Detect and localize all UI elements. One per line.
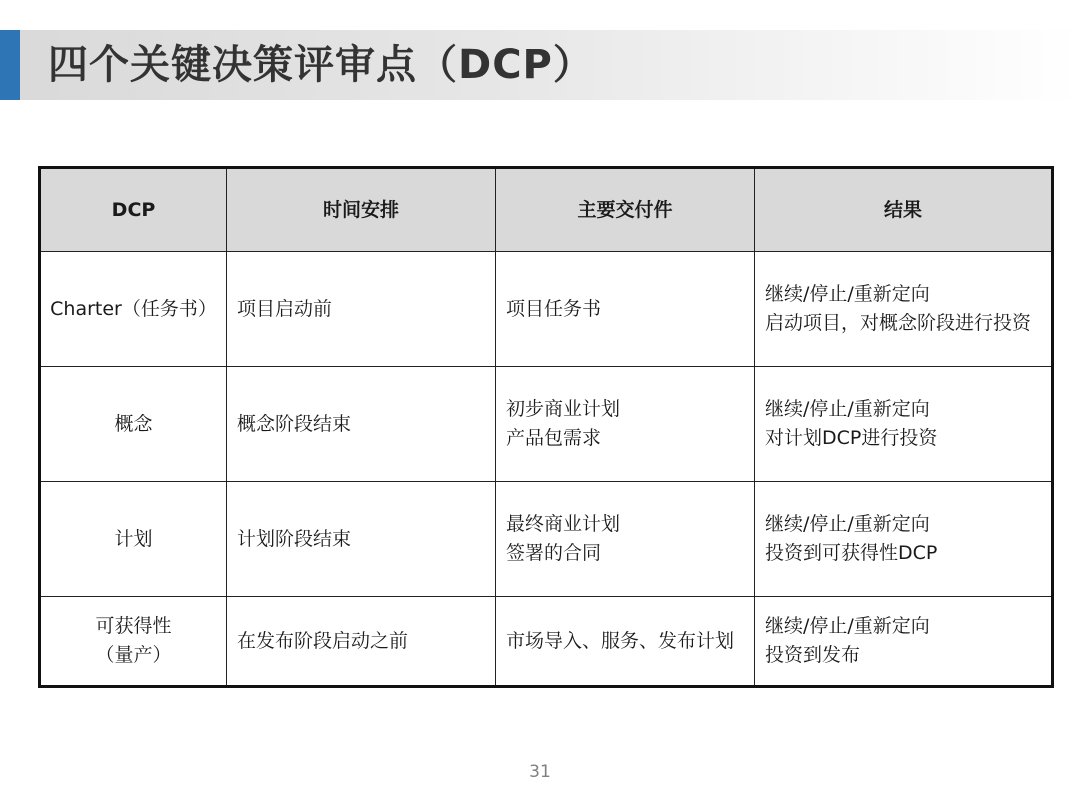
cell-text: 投资到可获得性DCP <box>765 542 938 564</box>
header-result: 结果 <box>755 168 1053 252</box>
cell-timing <box>227 367 496 482</box>
cell-text: 继续/停止/重新定向 <box>765 283 930 305</box>
cell-result <box>755 482 1053 597</box>
cell-text: 继续/停止/重新定向 <box>765 615 930 637</box>
cell-text: 概念阶段结束 <box>237 412 352 435</box>
header-timing: 时间安排 <box>227 168 496 252</box>
cell-text: 市场导入、服务、发布计划 <box>506 629 735 652</box>
table-row <box>40 252 1053 367</box>
cell-timing <box>227 597 496 687</box>
cell-result <box>755 597 1053 687</box>
cell-text: 初步商业计划 <box>506 398 621 420</box>
slide-title: 四个关键决策评审点（DCP） <box>48 42 594 88</box>
cell-text: 可获得性 <box>95 615 172 637</box>
cell-text: （量产） <box>95 644 172 666</box>
cell-text: 项目启动前 <box>237 297 333 320</box>
title-bar <box>0 30 1080 100</box>
cell-text: 最终商业计划 <box>506 513 621 535</box>
cell-text: 继续/停止/重新定向 <box>765 513 930 535</box>
cell-text: 概念 <box>114 412 153 435</box>
header-dcp: DCP <box>40 168 227 252</box>
table-row <box>40 367 1053 482</box>
cell-deliverables <box>496 597 755 687</box>
dcp-table-container <box>38 166 1051 688</box>
cell-text: 计划阶段结束 <box>237 527 352 550</box>
page-number: 31 <box>529 762 551 782</box>
cell-deliverables <box>496 367 755 482</box>
title-accent-bar <box>0 30 20 100</box>
cell-dcp <box>40 482 227 597</box>
header-deliverables: 主要交付件 <box>496 168 755 252</box>
table-row <box>40 482 1053 597</box>
cell-dcp <box>40 597 227 687</box>
cell-dcp <box>40 252 227 367</box>
cell-result <box>755 252 1053 367</box>
cell-timing <box>227 482 496 597</box>
cell-text: 项目任务书 <box>506 297 602 320</box>
cell-text: 启动项目，对概念阶段进行投资 <box>765 312 1032 334</box>
table-header-row <box>40 168 1053 252</box>
cell-result <box>755 367 1053 482</box>
cell-deliverables <box>496 252 755 367</box>
cell-dcp <box>40 367 227 482</box>
cell-text: 在发布阶段启动之前 <box>237 629 409 652</box>
cell-text: 继续/停止/重新定向 <box>765 398 930 420</box>
cell-timing <box>227 252 496 367</box>
dcp-table <box>38 166 1054 688</box>
cell-deliverables <box>496 482 755 597</box>
cell-text: Charter（任务书） <box>50 297 217 320</box>
cell-text: 计划 <box>114 527 153 550</box>
cell-text: 对计划DCP进行投资 <box>765 427 938 449</box>
cell-text: 投资到发布 <box>765 644 861 666</box>
table-row <box>40 597 1053 687</box>
cell-text: 签署的合同 <box>506 542 602 564</box>
cell-text: 产品包需求 <box>506 427 602 449</box>
